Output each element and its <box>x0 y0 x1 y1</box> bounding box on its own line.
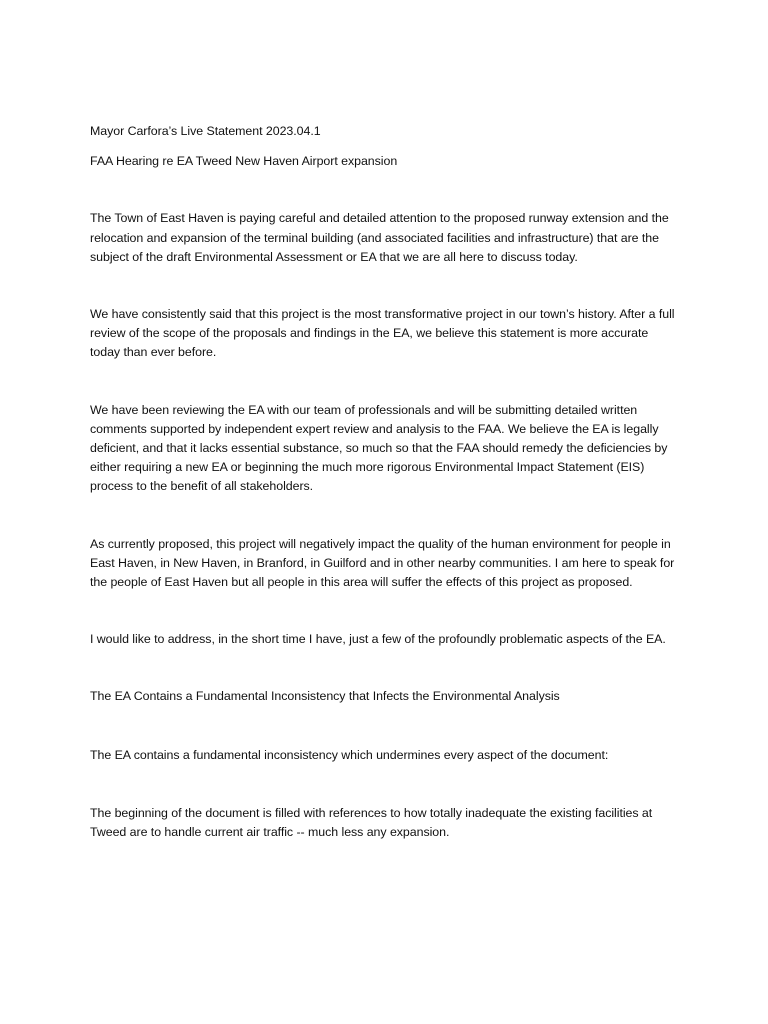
statement-subtitle: FAA Hearing re EA Tweed New Haven Airport expansion <box>90 154 398 169</box>
statement-title: Mayor Carfora’s Live Statement 2023.04.1 <box>90 124 321 138</box>
paragraph-address-aspects: I would like to address, in the short time I have, just a few of the profoundly problematic aspects of the EA. <box>90 632 666 647</box>
paragraph-negative-impact: As currently proposed, this project will negatively impact the quality of the human environment for people in East Haven, in New Haven, in Branford, in Guilford and in other nearby communities. I am here to speak for the people of East Haven but all people in this area will suffer the effects of this project as proposed. <box>90 536 675 590</box>
paragraph-inadequate-facilities: The beginning of the document is filled with references to how totally inadequate the existing facilities at Tweed are to handle current air traffic -- much less any expansion. <box>90 805 653 840</box>
paragraph-fundamental-inconsistency: The EA contains a fundamental inconsistency which undermines every aspect of the document: <box>90 747 609 762</box>
paragraph-transformative-project: We have consistently said that this project is the most transformative project in our town’s history. After a full review of the scope of the proposals and findings in the EA, we believe this statement is more accurate today than ever before. <box>90 307 675 360</box>
section-heading-inconsistency: The EA Contains a Fundamental Inconsistency that Infects the Environmental Analysis <box>90 689 560 704</box>
paragraph-town-attention: The Town of East Haven is paying careful and detailed attention to the proposed runway extension and the relocation and expansion of the terminal building (and associated facilities and infrastructure) that are the subject of the draft Environmental Assessment or EA that we are all here to discuss today. <box>90 211 669 264</box>
paragraph-ea-review: We have been reviewing the EA with our team of professionals and will be submitting detailed written comments supported by independent expert review and analysis to the FAA. We believe the EA is legally deficient, and that it lacks essential substance, so much so that the FAA should remedy the deficiencies by either requiring a new EA or beginning the much more rigorous Environmental Impact Statement (EIS) process to the benefit of all stakeholders. <box>90 402 668 494</box>
